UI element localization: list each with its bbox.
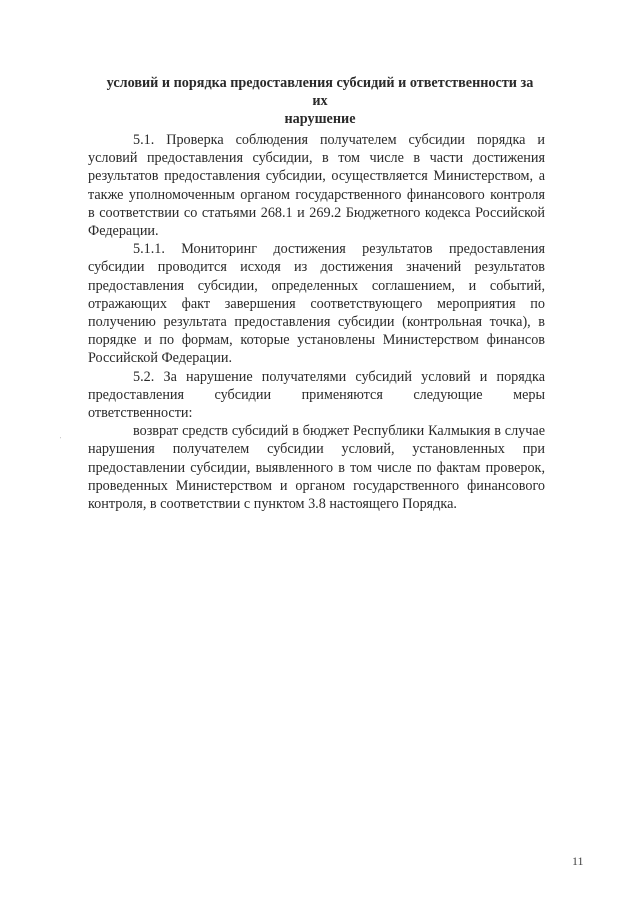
section-heading-line-2: нарушение — [284, 111, 356, 127]
paragraph-5-1-1: 5.1.1. Мониторинг достижения результатов предоставления субсидии проводится исходя из достижения значений результатов предоставления субсидии, определенных соглашением, и событий, отражающих факт завершения соответствующего мероприятия по получению результата предоставления субсидии (контрольная точка), в порядке и по формам, которые установлены Министерством финансов Российской Федерации. — [88, 241, 545, 367]
paragraph-5-2: 5.2. За нарушение получателями субсидий условий и порядка предоставления субсидии применяются следующие меры ответственности: — [88, 368, 545, 422]
section-heading — [100, 74, 540, 128]
document-body — [88, 131, 545, 513]
paragraph-5-1: 5.1. Проверка соблюдения получателем субсидии порядка и условий предоставления субсидии, в том числе в части достижения результатов предоставления субсидии, осуществляется Министерством, а также уполномоченным органом государственного финансового контроля в соответствии со статьями 268.1 и 269.2 Бюджетного кодекса Российской Федерации. — [88, 132, 545, 240]
paragraph-refund-measure: возврат средств субсидий в бюджет Республики Калмыкия в случае нарушения получателем субсидии условий, установленных при предоставлении субсидии, выявленного в том числе по фактам проверок, проведенных Министерством и органом государственного финансового контроля, в соответствии с пунктом 3.8 настоящего Порядка. — [88, 423, 545, 513]
section-heading-line-1: условий и порядка предоставления субсидий и ответственности за их — [106, 75, 534, 109]
page-number: 11 — [572, 854, 584, 868]
scan-margin-mark: ' — [60, 437, 62, 443]
